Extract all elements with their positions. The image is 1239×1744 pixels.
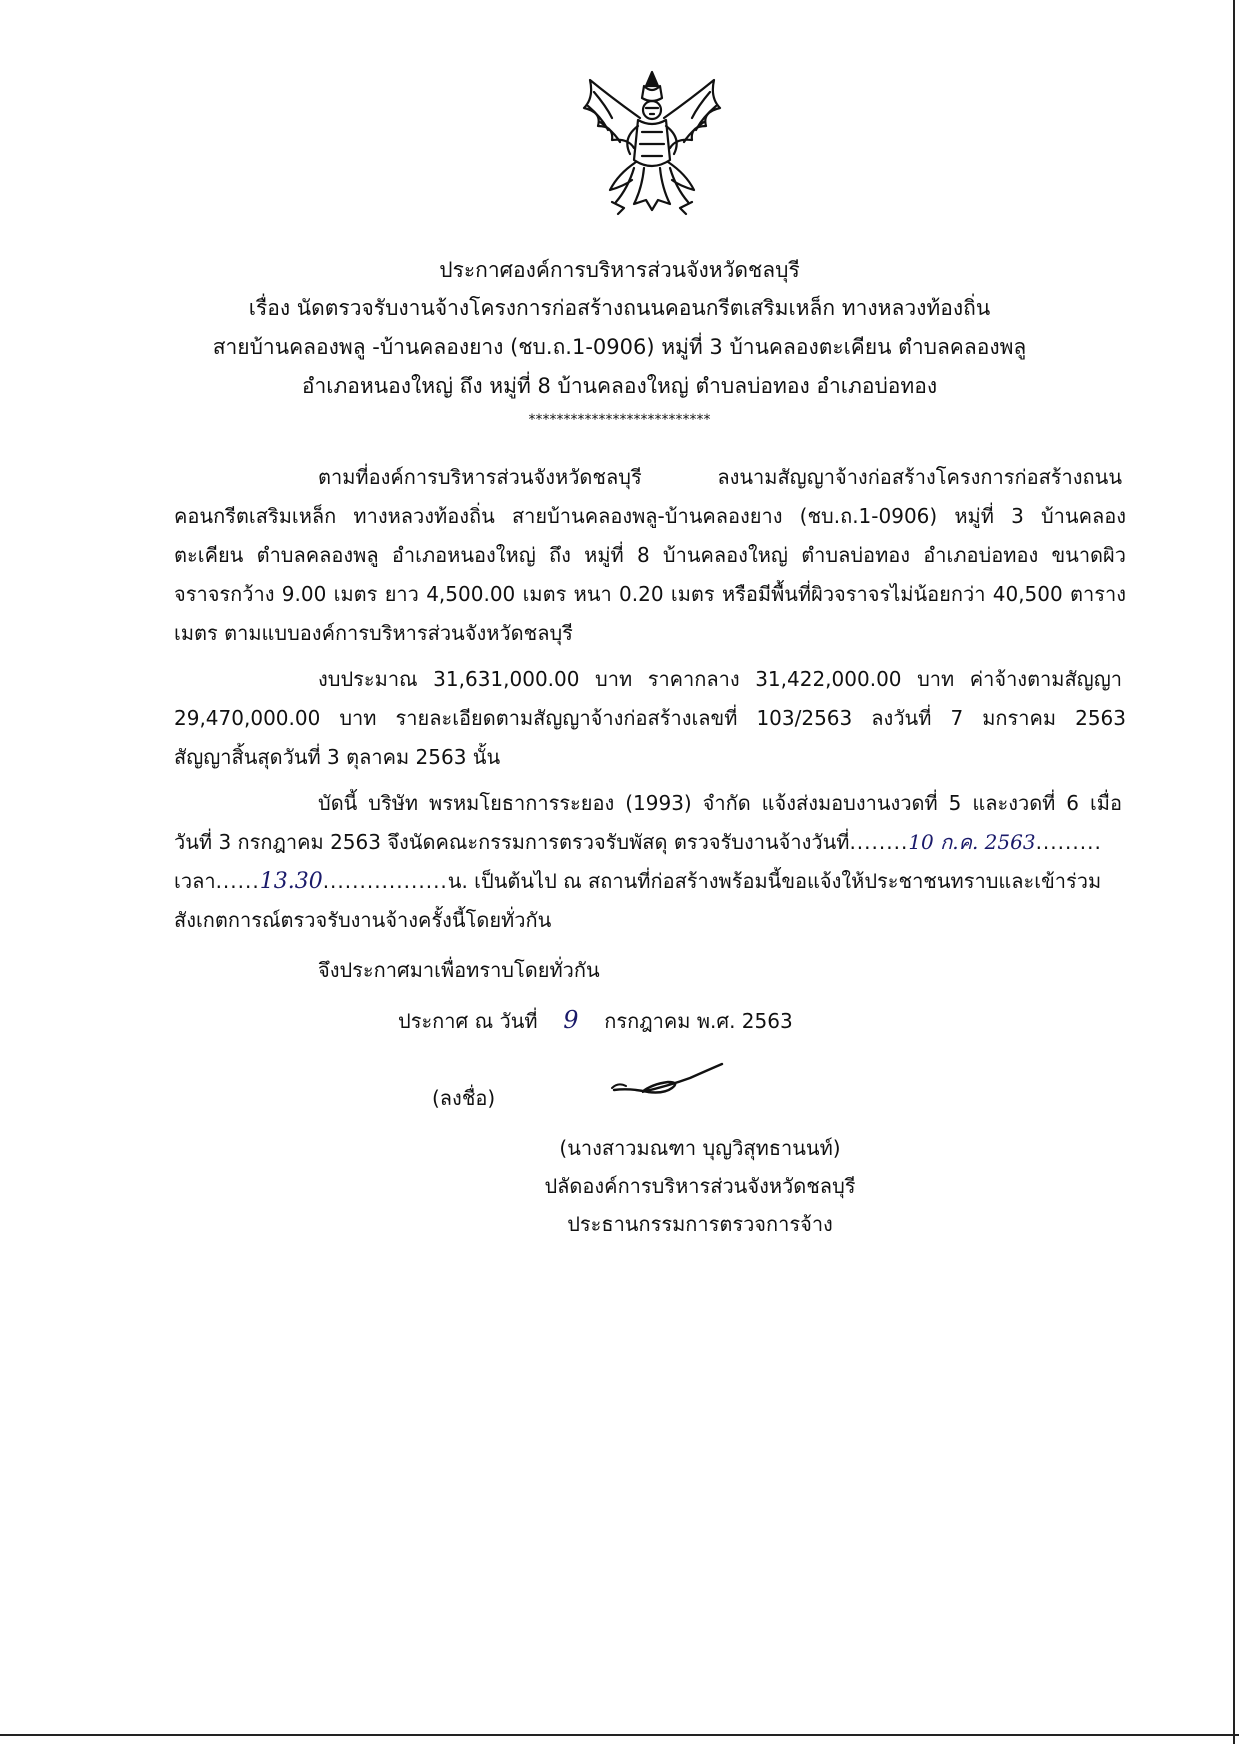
separator-stars: ************************** (528, 412, 711, 428)
inspection-date-handwritten: 10 ก.ค. 2563 (908, 830, 1036, 854)
dotted-fill: ................. (322, 869, 448, 893)
paragraph-3-line-1: บัดนี้ บริษัท พรหมโยธาการระยอง (1993) จำกัด แจ้งส่งมอบงานงวดที่ 5 และงวดที่ 6 เมื่อ (318, 791, 1122, 815)
signer-role: ประธานกรรมการตรวจการจ้าง (567, 1212, 833, 1236)
announce-day-handwritten: 9 (563, 1006, 579, 1034)
paragraph-3-line-2 (174, 827, 1102, 857)
dotted-fill: ......... (1035, 830, 1102, 854)
signer-position: ปลัดองค์การบริหารส่วนจังหวัดชลบุรี (544, 1174, 856, 1198)
paragraph-1-line-4: จราจรกว้าง 9.00 เมตร ยาว 4,500.00 เมตร หนา 0.20 เมตร หรือมีพื้นที่ผิวจราจรไม่น้อยกว่า 40,500 ตาราง (174, 582, 1126, 606)
paragraph-2-line-2: 29,470,000.00 บาท รายละเอียดตามสัญญาจ้างก่อสร้างเลขที่ 103/2563 ลงวันที่ 7 มกราคม 2563 (174, 706, 1126, 730)
paragraph-3-line-2-text: วันที่ 3 กรกฎาคม 2563 จึงนัดคณะกรรมการตรวจรับพัสดุ ตรวจรับงานจ้างวันที่ (174, 830, 850, 854)
paragraph-1-line-3: ตะเคียน ตำบลคลองพลู อำเภอหนองใหญ่ ถึง หมู่ที่ 8 บ้านคลองใหญ่ ตำบลบ่อทอง อำเภอบ่อทอง ขนาดผิว (174, 543, 1126, 567)
paragraph-3-line-3-text: น. เป็นต้นไป ณ สถานที่ก่อสร้างพร้อมนี้ขอแจ้งให้ประชาชนทราบและเข้าร่วม (447, 869, 1102, 893)
sign-label: (ลงชื่อ) (432, 1086, 496, 1110)
subject-line-2: สายบ้านคลองพลู -บ้านคลองยาง (ชบ.ถ.1-0906) หมู่ที่ 3 บ้านคลองตะเคียน ตำบลคลองพลู (212, 335, 1027, 359)
subject-line-1: เรื่อง นัดตรวจรับงานจ้างโครงการก่อสร้างถนนคอนกรีตเสริมเหล็ก ทางหลวงท้องถิ่น (248, 296, 991, 320)
dotted-fill: ...... (215, 869, 260, 893)
paragraph-2-line-3: สัญญาสิ้นสุดวันที่ 3 ตุลาคม 2563 นั้น (174, 745, 501, 769)
paragraph-1-line-5: เมตร ตามแบบองค์การบริหารส่วนจังหวัดชลบุรี (174, 621, 573, 645)
announce-date-prefix: ประกาศ ณ วันที่ (398, 1009, 538, 1033)
dotted-fill: ........ (849, 830, 909, 854)
paragraph-3-line-4: สังเกตการณ์ตรวจรับงานจ้างครั้งนี้โดยทั่วกัน (174, 908, 552, 932)
scan-edge-bottom (0, 1734, 1239, 1736)
paragraph-1-line-1: ตามที่องค์การบริหารส่วนจังหวัดชลบุรี ลงนามสัญญาจ้างก่อสร้างโครงการก่อสร้างถนน (318, 465, 1122, 489)
inspection-time-handwritten: 13.30 (259, 869, 323, 894)
time-label: เวลา (174, 869, 216, 893)
paragraph-2-line-1: งบประมาณ 31,631,000.00 บาท ราคากลาง 31,422,000.00 บาท ค่าจ้างตามสัญญา (318, 667, 1122, 691)
signer-name: (นางสาวมณฑา บุญวิสุทธานนท์) (559, 1136, 841, 1160)
subject-line-3: อำเภอหนองใหญ่ ถึง หมู่ที่ 8 บ้านคลองใหญ่ ตำบลบ่อทอง อำเภอบ่อทอง (301, 374, 938, 398)
handwritten-signature (608, 1058, 728, 1108)
document-title: ประกาศองค์การบริหารส่วนจังหวัดชลบุรี (439, 258, 800, 282)
announce-date-suffix: กรกฎาคม พ.ศ. 2563 (604, 1009, 793, 1033)
announce-date (398, 1005, 793, 1036)
closing-statement: จึงประกาศมาเพื่อทราบโดยทั่วกัน (318, 958, 600, 982)
paragraph-3-line-3 (174, 866, 1101, 897)
paragraph-1-line-2: คอนกรีตเสริมเหล็ก ทางหลวงท้องถิ่น สายบ้านคลองพลู-บ้านคลองยาง (ชบ.ถ.1-0906) หมู่ที่ 3 บ้านคลอง (174, 504, 1126, 528)
garuda-emblem-icon (572, 68, 732, 218)
